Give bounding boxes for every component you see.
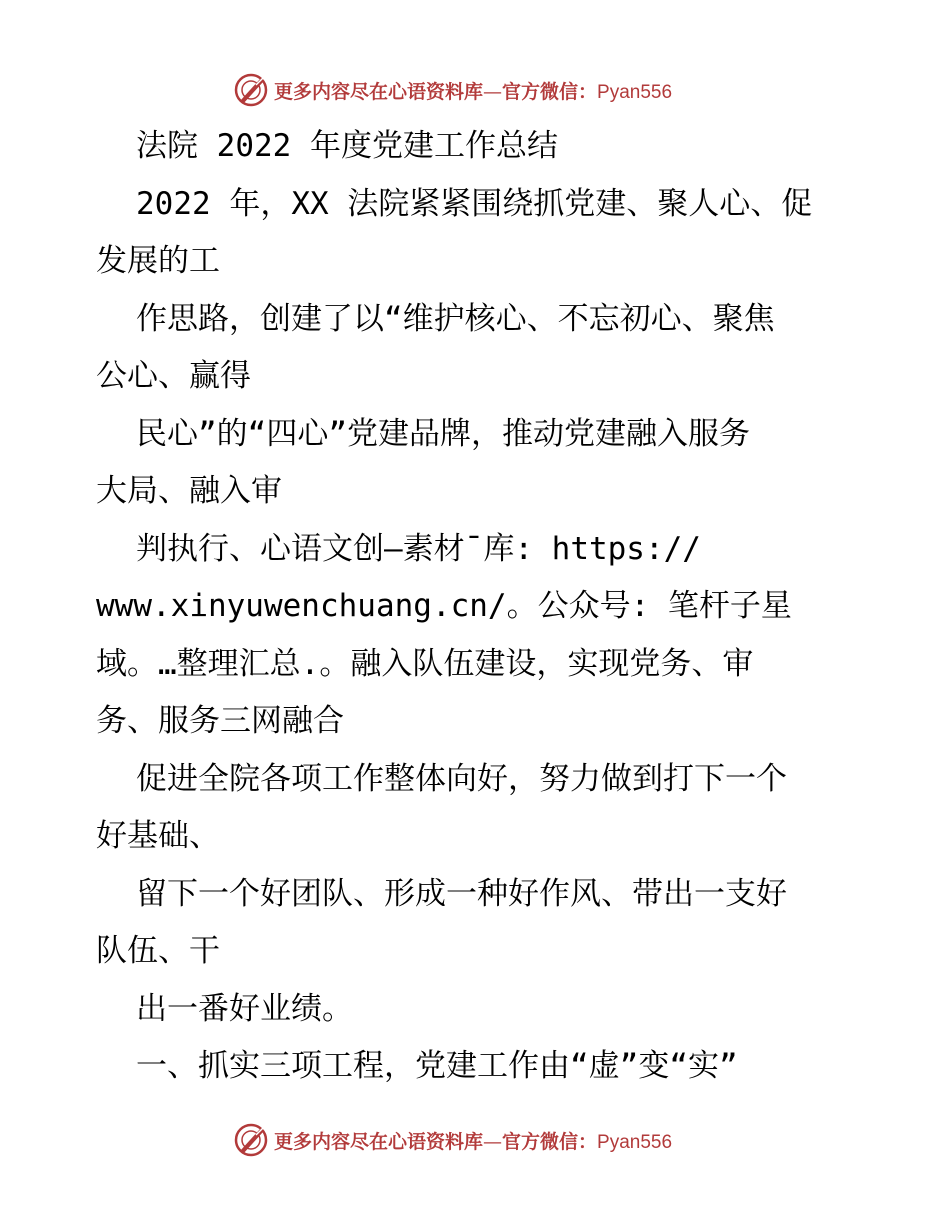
footer-banner-separator: — [483,1130,503,1153]
header-banner-text [274,77,672,104]
document-line: 公心、赢得 [96,358,251,394]
document-line: 民心”的“四心”党建品牌，推动党建融入服务 [136,415,750,452]
document-line: 好基础、 [96,818,220,854]
document-line: 队伍、干 [96,933,220,969]
document-line: 作思路，创建了以“维护核心、不忘初心、聚焦 [136,300,775,337]
section-heading: 一、抓实三项工程，党建工作由“虚”变“实” [136,1048,738,1084]
footer-banner-account: Pyan556 [597,1131,673,1153]
header-banner-sub: 官方微信： [502,80,598,103]
header-banner-main: 更多内容尽在心语资料库 [274,80,484,103]
header-banner-account: Pyan556 [597,81,673,103]
document-line: 务、服务三网融合 [96,703,344,739]
footer-banner-main: 更多内容尽在心语资料库 [274,1130,484,1153]
document-line: 发展的工 [96,243,220,279]
document-line: 促进全院各项工作整体向好，努力做到打下一个 [136,760,787,797]
pen-nib-logo-icon [234,1123,268,1157]
document-line: 域。…整理汇总.。融入队伍建设，实现党务、审 [96,645,754,682]
document-line: 出一番好业绩。 [136,990,353,1027]
document-line: 判执行、心语文创—素材¯库: https:// [136,530,701,567]
document-line: 留下一个好团队、形成一种好作风、带出一支好 [136,875,787,912]
footer-banner-text [274,1127,672,1154]
header-banner[interactable] [234,70,672,110]
document-line: 2022 年，XX 法院紧紧围绕抓党建、聚人心、促 [136,185,813,222]
document-line: 大局、融入审 [96,473,282,509]
document-title: 法院 2022 年度党建工作总结 [136,128,558,164]
pen-nib-logo-icon [234,73,268,107]
document-line: www.xinyuwenchuang.cn/。公众号: 笔杆子星 [96,588,792,624]
footer-banner-sub: 官方微信： [502,1130,598,1153]
document-body [96,118,856,1096]
footer-banner[interactable] [234,1120,672,1160]
header-banner-separator: — [483,80,503,103]
